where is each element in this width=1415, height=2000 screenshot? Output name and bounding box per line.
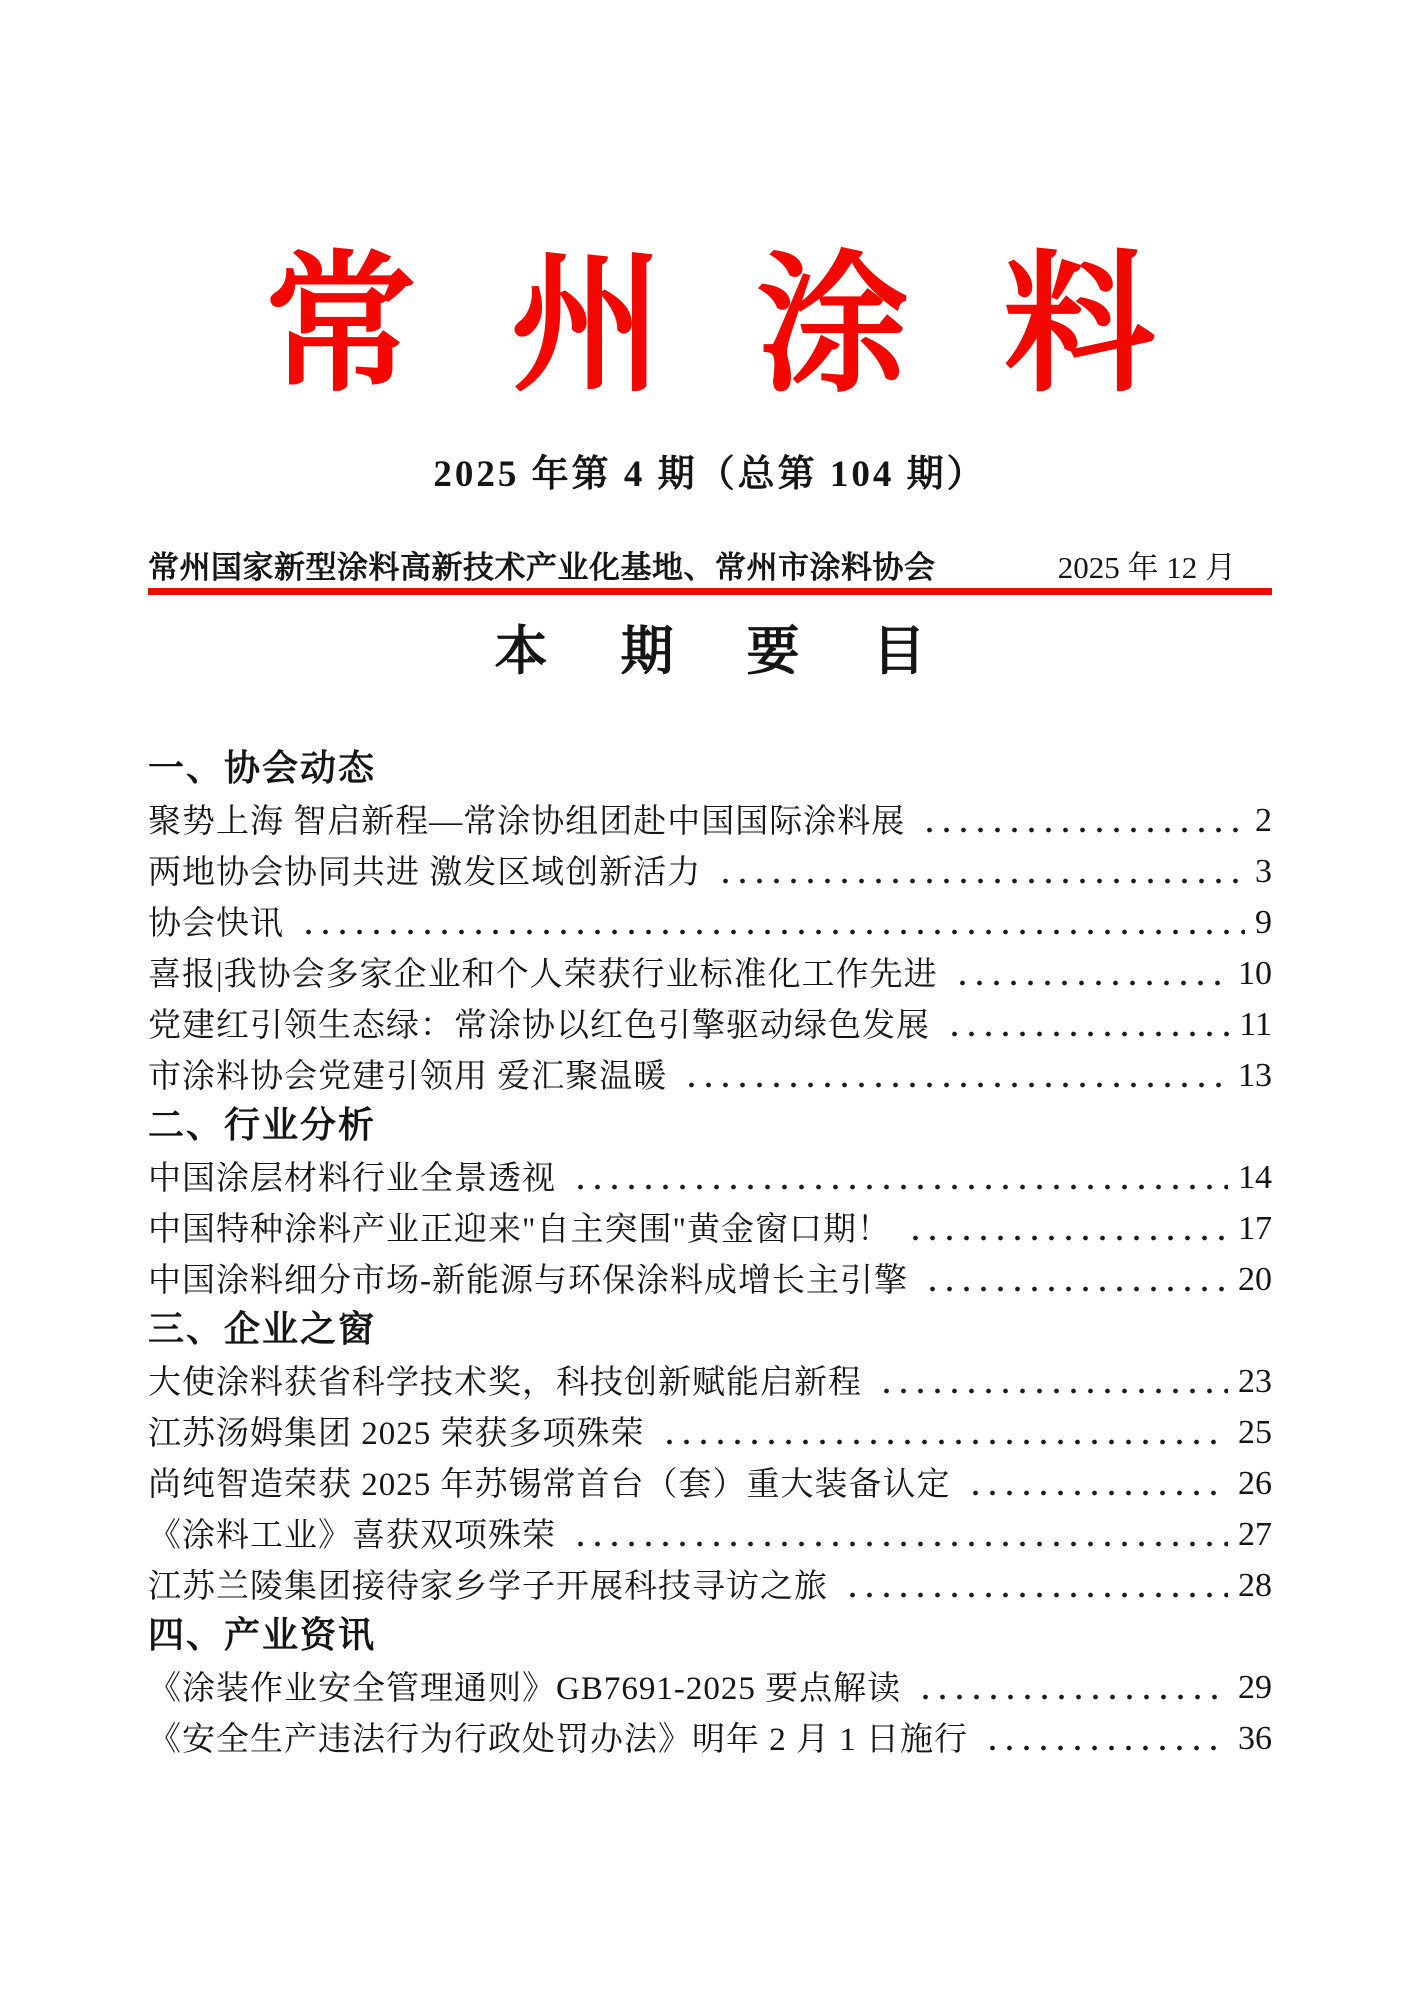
toc-item-title: 中国涂层材料行业全景透视 [148, 1160, 556, 1197]
toc-section-heading: 二、行业分析 [148, 1104, 377, 1145]
toc-section [148, 1607, 1272, 1760]
journal-title: 常州涂料 [264, 234, 1250, 413]
toc-item-title: 江苏汤姆集团 2025 荣获多项殊荣 [148, 1415, 645, 1452]
toc-section [148, 740, 1272, 1097]
toc-dot-leader [300, 929, 1245, 935]
toc-dot-leader [917, 1694, 1228, 1700]
toc-item [148, 1403, 1272, 1454]
toc-dot-leader [954, 980, 1228, 986]
toc-item-title: 两地协会协同共进 激发区域创新活力 [148, 854, 702, 891]
issue-number: 2025 年第 4 期（总第 104 期） [433, 454, 987, 495]
toc-item [148, 1352, 1272, 1403]
toc-dot-leader [921, 827, 1245, 833]
toc-dot-leader [683, 1082, 1228, 1088]
toc-item-page: 25 [1238, 1414, 1272, 1452]
red-divider-rule [148, 588, 1272, 595]
toc-dot-leader [717, 878, 1245, 884]
toc-section-heading: 三、企业之窗 [148, 1308, 377, 1349]
toc-item-page: 27 [1238, 1516, 1272, 1554]
toc-section [148, 1097, 1272, 1301]
toc-item-title: 《涂料工业》喜获双项殊荣 [148, 1517, 556, 1554]
toc-item-page: 13 [1238, 1057, 1272, 1095]
publish-date: 2025 年 12 月 [1057, 550, 1236, 585]
toc-item-page: 2 [1255, 802, 1272, 840]
toc-dot-leader [924, 1286, 1228, 1292]
toc-dot-leader [907, 1235, 1228, 1241]
toc-dot-leader [967, 1490, 1229, 1496]
toc-item-page: 3 [1255, 853, 1272, 891]
toc-item-title: 协会快讯 [148, 905, 284, 942]
toc-item-title: 喜报|我协会多家企业和个人荣获行业标准化工作先进 [148, 956, 938, 993]
toc-item-page: 11 [1239, 1006, 1272, 1044]
toc-item-title: 中国涂料细分市场-新能源与环保涂料成增长主引擎 [148, 1262, 908, 1299]
toc-section-heading: 四、产业资讯 [148, 1614, 377, 1655]
toc-item [148, 1199, 1272, 1250]
toc-item [148, 893, 1272, 944]
toc-item-page: 29 [1238, 1669, 1272, 1707]
toc-item-page: 23 [1238, 1363, 1272, 1401]
toc-item-page: 28 [1238, 1567, 1272, 1605]
toc-dot-leader [946, 1031, 1229, 1037]
toc-item [148, 1046, 1272, 1097]
toc-section-items [148, 791, 1272, 1097]
toc-section [148, 1301, 1272, 1607]
publisher-name: 常州国家新型涂料高新技术产业化基地、常州市涂料协会 [148, 550, 936, 585]
toc-item-title: 市涂料协会党建引领用 爱汇聚温暖 [148, 1058, 668, 1095]
toc-item [148, 1250, 1272, 1301]
toc-item-title: 《安全生产违法行为行政处罚办法》明年 2 月 1 日施行 [148, 1721, 968, 1758]
toc-section-heading: 一、协会动态 [148, 747, 377, 788]
toc-section-items [148, 1148, 1272, 1301]
masthead [148, 234, 1272, 413]
toc-item-title: 尚纯智造荣获 2025 年苏锡常首台（套）重大装备认定 [148, 1466, 951, 1503]
toc-item-page: 26 [1238, 1465, 1272, 1503]
toc-section-items [148, 1658, 1272, 1760]
toc-dot-leader [844, 1592, 1228, 1598]
toc-item-title: 中国特种涂料产业正迎来"自主突围"黄金窗口期！ [148, 1211, 891, 1248]
toc-dot-leader [984, 1745, 1228, 1751]
toc-item-title: 江苏兰陵集团接待家乡学子开展科技寻访之旅 [148, 1568, 828, 1605]
toc-item [148, 1505, 1272, 1556]
toc-item-page: 14 [1238, 1159, 1272, 1197]
toc-dot-leader [572, 1541, 1228, 1547]
toc-dot-leader [661, 1439, 1229, 1445]
toc-item-page: 20 [1238, 1261, 1272, 1299]
toc-item-page: 36 [1238, 1720, 1272, 1758]
toc-section-items [148, 1352, 1272, 1607]
toc-item-title: 聚势上海 智启新程—常涂协组团赴中国国际涂料展 [148, 803, 906, 840]
toc-item-page: 17 [1238, 1210, 1272, 1248]
toc-item-title: 大使涂料获省科学技术奖，科技创新赋能启新程 [148, 1364, 862, 1401]
toc-item-page: 10 [1238, 955, 1272, 993]
toc-item [148, 1148, 1272, 1199]
toc-item [148, 944, 1272, 995]
toc-item [148, 791, 1272, 842]
toc-item-title: 《涂装作业安全管理通则》GB7691-2025 要点解读 [148, 1670, 902, 1707]
table-of-contents [148, 740, 1272, 1760]
toc-item [148, 842, 1272, 893]
toc-item [148, 1454, 1272, 1505]
toc-dot-leader [572, 1184, 1228, 1190]
toc-item-page: 9 [1255, 904, 1272, 942]
toc-item [148, 1709, 1272, 1760]
contents-heading: 本 期 要 目 [494, 622, 955, 681]
toc-item-title: 党建红引领生态绿：常涂协以红色引擎驱动绿色发展 [148, 1007, 930, 1044]
toc-item [148, 1658, 1272, 1709]
publisher-row [148, 542, 1272, 585]
toc-item [148, 995, 1272, 1046]
toc-dot-leader [878, 1388, 1228, 1394]
toc-item [148, 1556, 1272, 1607]
